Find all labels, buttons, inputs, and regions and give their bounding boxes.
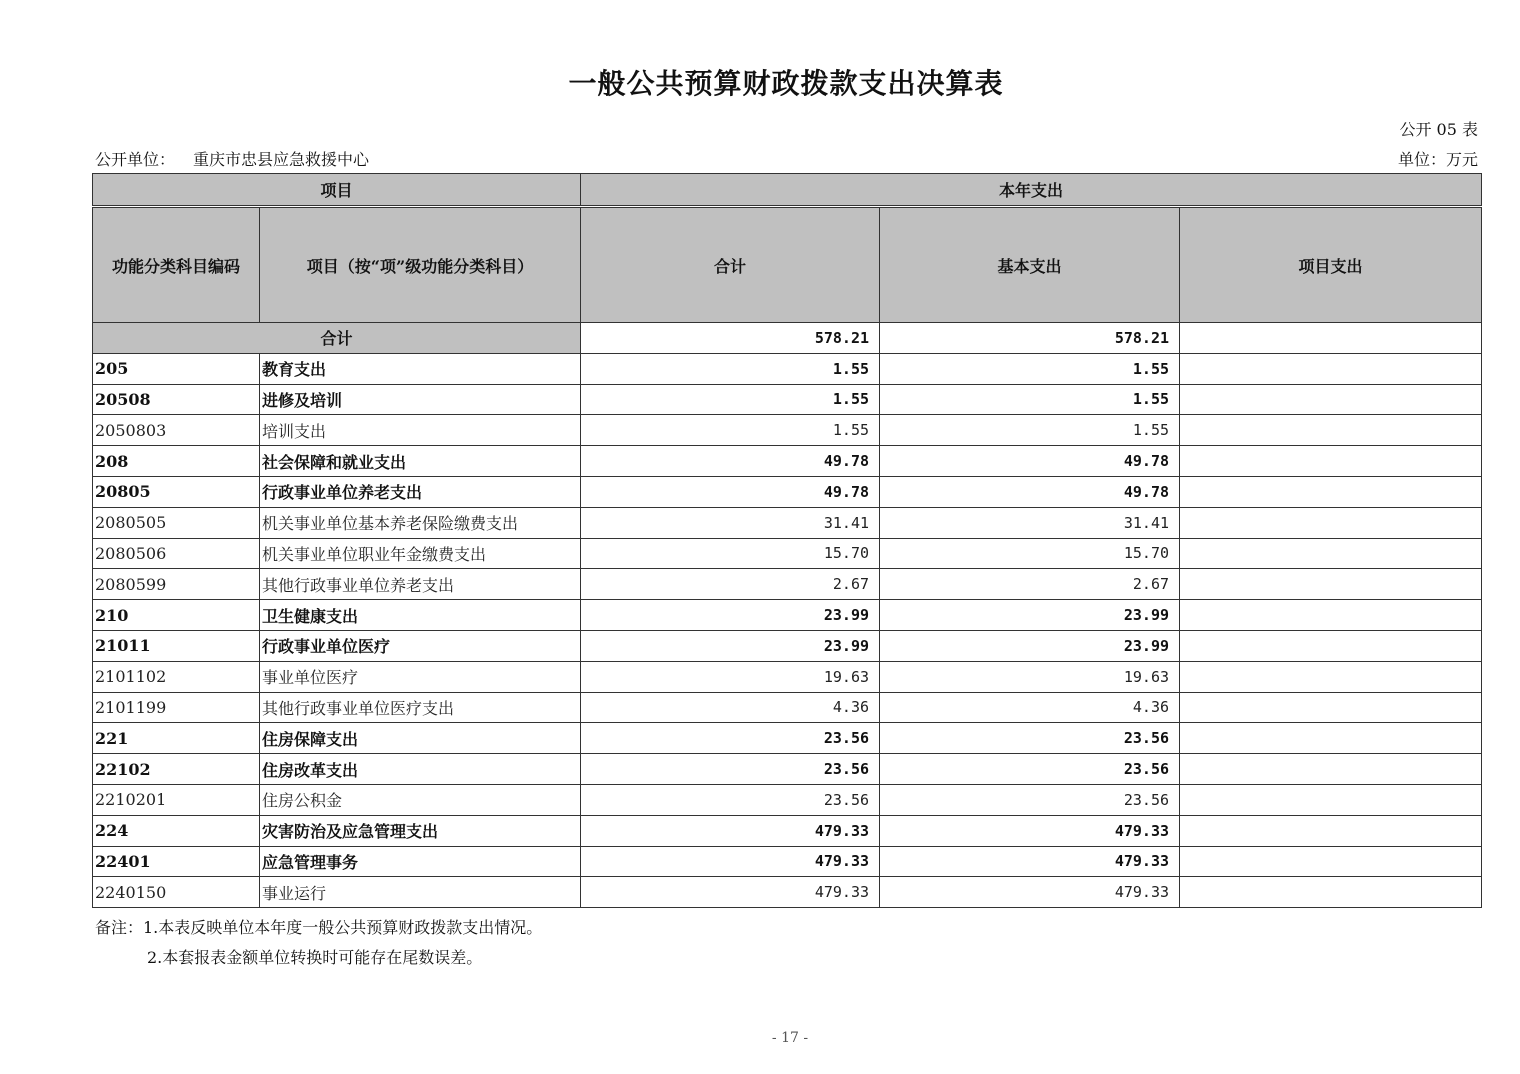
row-code: 22102 — [93, 754, 260, 785]
table-row — [93, 630, 1482, 661]
row-total: 479.33 — [581, 877, 880, 908]
row-project — [1180, 538, 1482, 569]
row-name: 行政事业单位养老支出 — [260, 476, 581, 507]
row-name: 事业单位医疗 — [260, 661, 581, 692]
table-row — [93, 661, 1482, 692]
row-total: 49.78 — [581, 446, 880, 477]
row-total: 1.55 — [581, 415, 880, 446]
row-project — [1180, 600, 1482, 631]
total-amount: 578.21 — [581, 323, 880, 354]
header-group-row — [93, 174, 1482, 207]
table-row — [93, 784, 1482, 815]
header-code: 功能分类科目编码 — [93, 207, 260, 323]
row-project — [1180, 815, 1482, 846]
row-project — [1180, 661, 1482, 692]
row-project — [1180, 723, 1482, 754]
row-basic: 23.56 — [880, 784, 1180, 815]
form-number: 公开 05 表 — [1399, 120, 1478, 139]
table-row — [93, 600, 1482, 631]
row-code: 2080505 — [93, 507, 260, 538]
row-project — [1180, 569, 1482, 600]
row-code: 21011 — [93, 630, 260, 661]
row-name: 事业运行 — [260, 877, 581, 908]
row-name: 进修及培训 — [260, 384, 581, 415]
row-total: 23.56 — [581, 784, 880, 815]
row-code: 2080506 — [93, 538, 260, 569]
expenditure-table — [92, 173, 1482, 908]
row-project — [1180, 877, 1482, 908]
row-code: 22401 — [93, 846, 260, 877]
table-row — [93, 877, 1482, 908]
row-total: 1.55 — [581, 384, 880, 415]
table-row — [93, 415, 1482, 446]
row-total: 4.36 — [581, 692, 880, 723]
page-title: 一般公共预算财政拨款支出决算表 — [568, 67, 1004, 100]
header-expense-group: 本年支出 — [581, 174, 1482, 207]
row-total: 23.99 — [581, 600, 880, 631]
row-basic: 479.33 — [880, 815, 1180, 846]
row-project — [1180, 446, 1482, 477]
row-basic: 23.99 — [880, 630, 1180, 661]
row-name: 其他行政事业单位医疗支出 — [260, 692, 581, 723]
row-code: 2210201 — [93, 784, 260, 815]
row-name: 灾害防治及应急管理支出 — [260, 815, 581, 846]
row-project — [1180, 784, 1482, 815]
row-basic: 31.41 — [880, 507, 1180, 538]
row-basic: 4.36 — [880, 692, 1180, 723]
header-name: 项目（按“项”级功能分类科目） — [260, 207, 581, 323]
row-code: 221 — [93, 723, 260, 754]
row-project — [1180, 692, 1482, 723]
notes — [95, 913, 542, 973]
table-row — [93, 846, 1482, 877]
row-code: 2050803 — [93, 415, 260, 446]
row-name: 行政事业单位医疗 — [260, 630, 581, 661]
row-project — [1180, 353, 1482, 384]
note-line-2: 2.本套报表金额单位转换时可能存在尾数误差。 — [147, 948, 483, 967]
row-name: 机关事业单位基本养老保险缴费支出 — [260, 507, 581, 538]
row-total: 19.63 — [581, 661, 880, 692]
row-name: 卫生健康支出 — [260, 600, 581, 631]
row-name: 其他行政事业单位养老支出 — [260, 569, 581, 600]
row-basic: 479.33 — [880, 877, 1180, 908]
row-basic: 1.55 — [880, 415, 1180, 446]
row-total: 479.33 — [581, 815, 880, 846]
table-row — [93, 723, 1482, 754]
row-code: 2101199 — [93, 692, 260, 723]
row-name: 应急管理事务 — [260, 846, 581, 877]
row-basic: 1.55 — [880, 384, 1180, 415]
header-total: 合计 — [581, 207, 880, 323]
table-row — [93, 476, 1482, 507]
row-code: 20805 — [93, 476, 260, 507]
table-row — [93, 507, 1482, 538]
table-row — [93, 569, 1482, 600]
row-project — [1180, 476, 1482, 507]
row-basic: 2.67 — [880, 569, 1180, 600]
row-name: 机关事业单位职业年金缴费支出 — [260, 538, 581, 569]
row-basic: 23.56 — [880, 723, 1180, 754]
row-total: 479.33 — [581, 846, 880, 877]
total-row — [93, 323, 1482, 354]
row-project — [1180, 630, 1482, 661]
row-basic: 1.55 — [880, 353, 1180, 384]
row-basic: 49.78 — [880, 476, 1180, 507]
unit-label: 公开单位： — [95, 150, 176, 169]
row-total: 49.78 — [581, 476, 880, 507]
row-project — [1180, 754, 1482, 785]
row-total: 2.67 — [581, 569, 880, 600]
row-project — [1180, 415, 1482, 446]
row-name: 教育支出 — [260, 353, 581, 384]
note-line-1: 备注：1.本表反映单位本年度一般公共预算财政拨款支出情况。 — [95, 918, 543, 937]
table-row — [93, 692, 1482, 723]
table-row — [93, 815, 1482, 846]
reporting-unit — [95, 147, 369, 170]
table-row — [93, 353, 1482, 384]
header-column-row — [93, 207, 1482, 323]
row-name: 住房改革支出 — [260, 754, 581, 785]
row-code: 224 — [93, 815, 260, 846]
unit-name: 重庆市忠县应急救援中心 — [193, 150, 370, 169]
row-code: 210 — [93, 600, 260, 631]
row-basic: 15.70 — [880, 538, 1180, 569]
header-basic: 基本支出 — [880, 207, 1180, 323]
row-project — [1180, 846, 1482, 877]
row-basic: 19.63 — [880, 661, 1180, 692]
table-row — [93, 446, 1482, 477]
row-code: 2101102 — [93, 661, 260, 692]
row-total: 31.41 — [581, 507, 880, 538]
table-row — [93, 538, 1482, 569]
row-name: 社会保障和就业支出 — [260, 446, 581, 477]
row-name: 住房保障支出 — [260, 723, 581, 754]
row-total: 23.56 — [581, 754, 880, 785]
row-code: 205 — [93, 353, 260, 384]
total-project — [1180, 323, 1482, 354]
row-total: 23.99 — [581, 630, 880, 661]
row-code: 2080599 — [93, 569, 260, 600]
header-project: 项目支出 — [1180, 207, 1482, 323]
row-project — [1180, 384, 1482, 415]
table-row — [93, 754, 1482, 785]
header-project-group: 项目 — [93, 174, 581, 207]
table-row — [93, 384, 1482, 415]
page-number: - 17 - — [771, 1030, 809, 1046]
row-name: 住房公积金 — [260, 784, 581, 815]
row-code: 20508 — [93, 384, 260, 415]
row-basic: 23.56 — [880, 754, 1180, 785]
total-label: 合计 — [93, 323, 581, 354]
row-basic: 479.33 — [880, 846, 1180, 877]
total-basic: 578.21 — [880, 323, 1180, 354]
currency-unit: 单位：万元 — [1397, 150, 1478, 169]
row-total: 1.55 — [581, 353, 880, 384]
row-basic: 23.99 — [880, 600, 1180, 631]
row-basic: 49.78 — [880, 446, 1180, 477]
row-total: 23.56 — [581, 723, 880, 754]
row-total: 15.70 — [581, 538, 880, 569]
row-name: 培训支出 — [260, 415, 581, 446]
row-code: 2240150 — [93, 877, 260, 908]
row-project — [1180, 507, 1482, 538]
row-code: 208 — [93, 446, 260, 477]
